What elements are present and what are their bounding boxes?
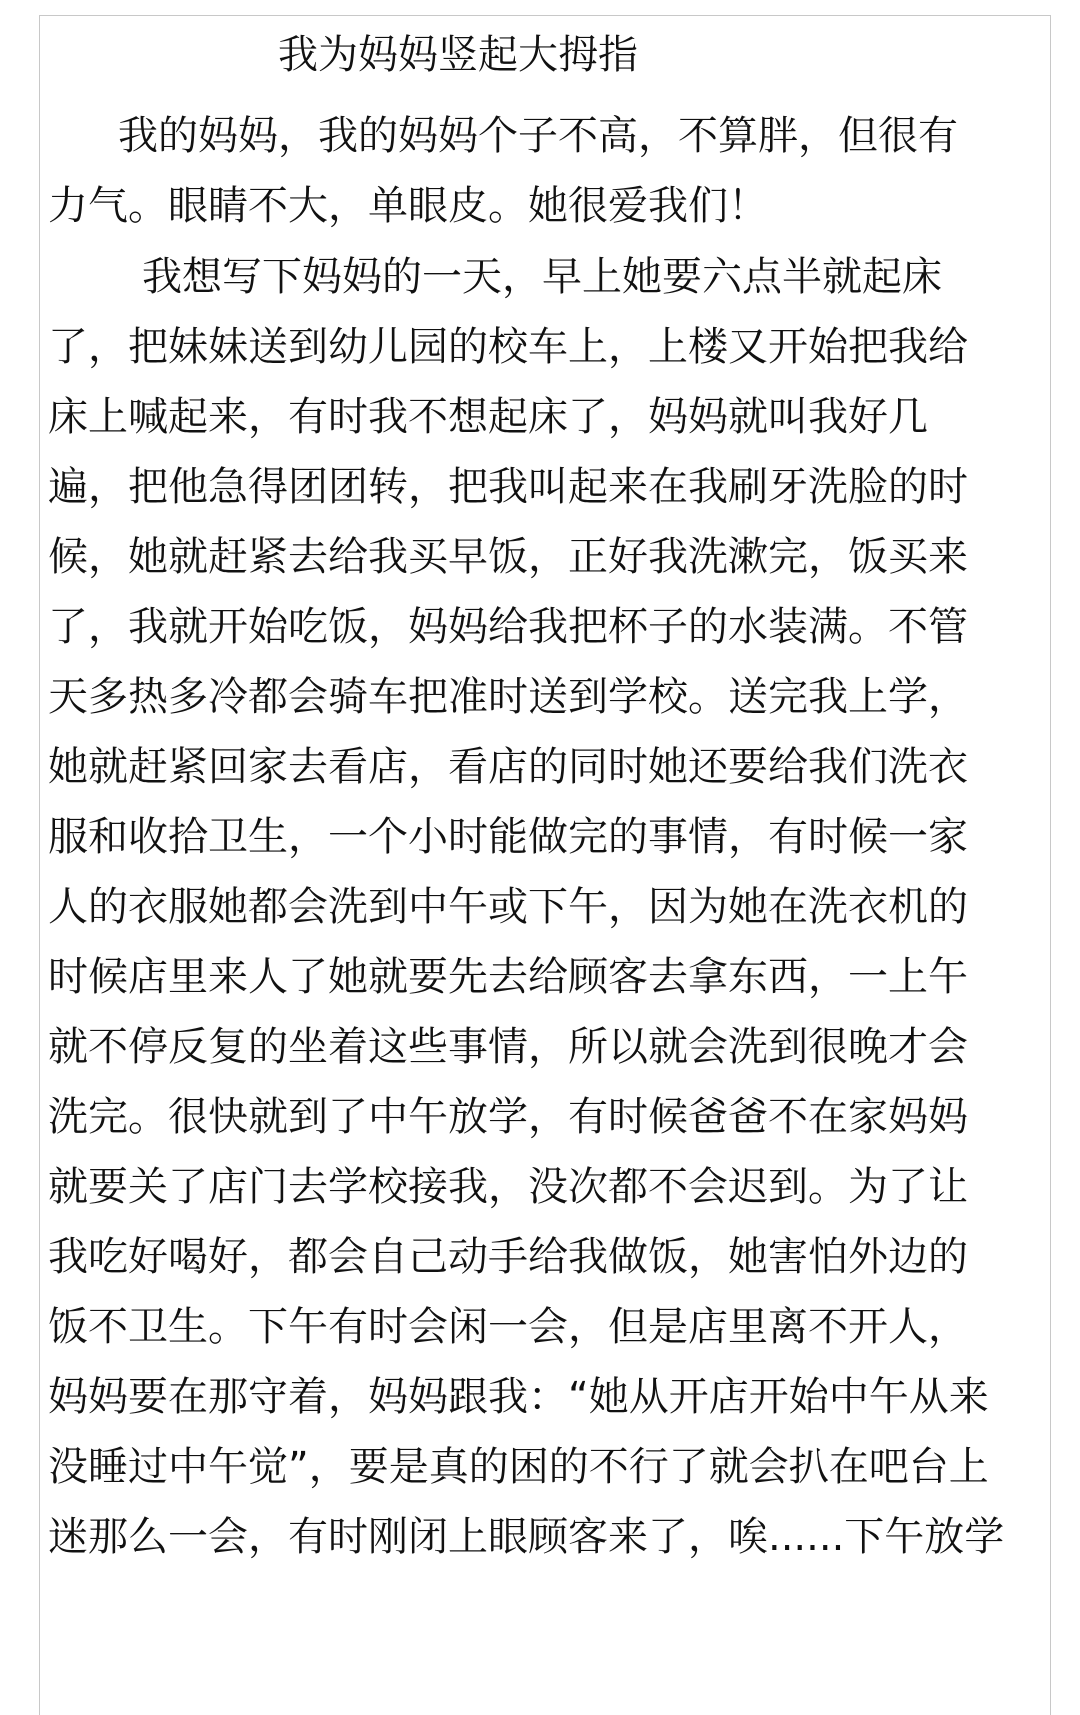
document-title: 我为妈妈竖起大拇指 [278,32,638,78]
document-page [39,15,1051,1715]
text-line: 服和收拾卫生，一个小时能做完的事情，有时候一家 [48,814,968,860]
text-line: 候，她就赶紧去给我买早饭，正好我洗漱完，饭买来 [48,534,968,580]
text-line: 力气。眼睛不大，单眼皮。她很爱我们！ [48,183,768,229]
text-line: 就不停反复的坐着这些事情，所以就会洗到很晚才会 [48,1024,968,1070]
text-line: 了，我就开始吃饭，妈妈给我把杯子的水装满。不管 [48,604,968,650]
text-line: 人的衣服她都会洗到中午或下午，因为她在洗衣机的 [48,884,968,930]
text-line: 我想写下妈妈的一天，早上她要六点半就起床 [142,254,942,300]
text-line: 她就赶紧回家去看店，看店的同时她还要给我们洗衣 [48,744,968,790]
text-line: 我的妈妈，我的妈妈个子不高，不算胖，但很有 [118,113,958,159]
text-line: 就要关了店门去学校接我，没次都不会迟到。为了让 [48,1164,968,1210]
text-line: 时候店里来人了她就要先去给顾客去拿东西，一上午 [48,954,968,1000]
text-line: 床上喊起来，有时我不想起床了，妈妈就叫我好几 [48,394,928,440]
text-line: 我吃好喝好，都会自己动手给我做饭，她害怕外边的 [48,1234,968,1280]
text-line: 了，把妹妹送到幼儿园的校车上，上楼又开始把我给 [48,324,968,370]
text-line: 遍，把他急得团团转，把我叫起来在我刷牙洗脸的时 [48,464,968,510]
text-line: 迷那么一会，有时刚闭上眼顾客来了，唉......下午放学 [48,1514,1005,1560]
text-line: 天多热多冷都会骑车把准时送到学校。送完我上学， [48,674,968,720]
text-line: 洗完。很快就到了中午放学，有时候爸爸不在家妈妈 [48,1094,968,1140]
text-line: 妈妈要在那守着，妈妈跟我：“她从开店开始中午从来 [48,1374,989,1420]
text-line: 没睡过中午觉”，要是真的困的不行了就会扒在吧台上 [48,1444,989,1490]
text-line: 饭不卫生。下午有时会闲一会，但是店里离不开人， [48,1304,968,1350]
